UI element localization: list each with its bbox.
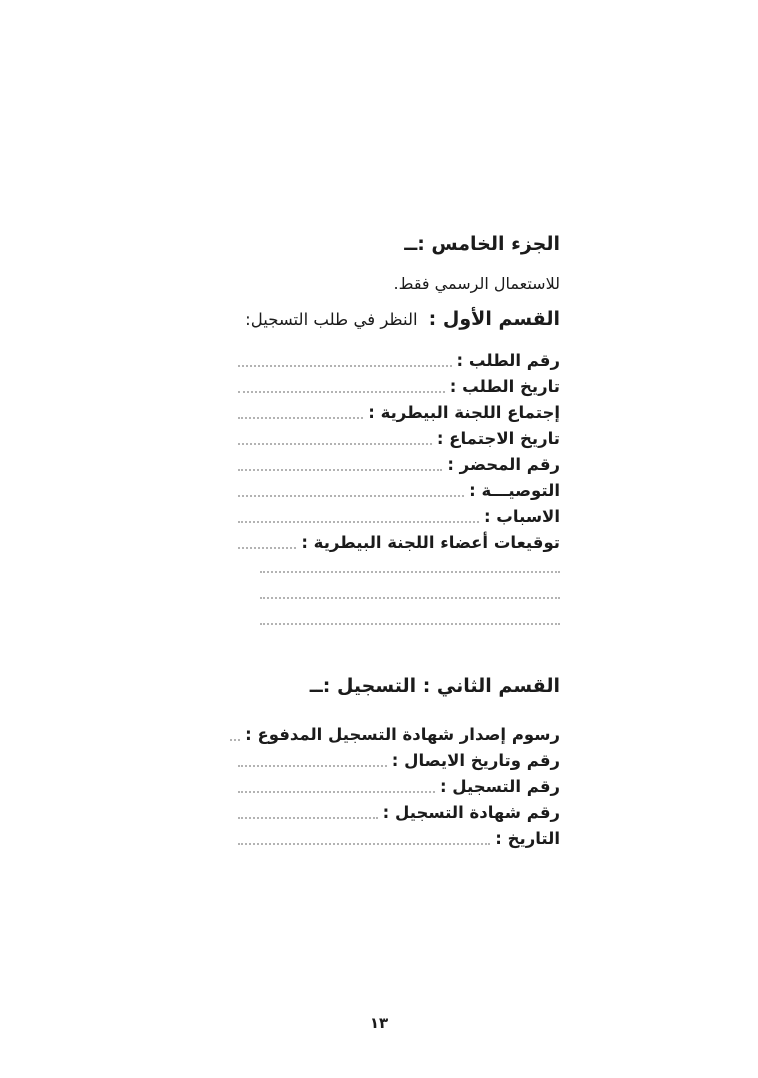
field-label: التاريخ : — [495, 829, 560, 848]
field-label: رقم الطلب : — [456, 351, 560, 370]
field-label: تاريخ الاجتماع : — [436, 429, 560, 448]
field-label: رقم وتاريخ الايصال : — [391, 751, 560, 770]
dotted-fill-line — [238, 817, 378, 819]
dotted-fill-line — [238, 417, 363, 419]
signature-blank-lines — [260, 547, 560, 625]
field-label: تاريخ الطلب : — [449, 377, 560, 396]
section2-fields — [238, 721, 560, 851]
field-label: رسوم إصدار شهادة التسجيل المدفوع : — [245, 725, 560, 744]
dotted-fill-line — [238, 765, 387, 767]
dotted-fill-line — [238, 843, 490, 845]
field-label: توقيعات أعضاء اللجنة البيطرية : — [301, 533, 560, 552]
form-content — [238, 233, 560, 851]
section1-fields — [238, 347, 560, 555]
section1-title-main: القسم الأول : — [428, 308, 560, 330]
field-row-committee-meeting — [238, 399, 560, 425]
blank-dotted-line — [260, 599, 560, 625]
field-row-meeting-date — [238, 425, 560, 451]
field-row-minutes-number — [238, 451, 560, 477]
field-row-application-number — [238, 347, 560, 373]
section1-title-detail: النظر في طلب التسجيل: — [245, 310, 418, 329]
field-row-application-date — [238, 373, 560, 399]
dotted-fill-line — [238, 547, 296, 549]
section1-title — [238, 308, 560, 331]
blank-dotted-line — [260, 573, 560, 599]
field-label: رقم المحضر : — [447, 455, 560, 474]
field-row-certificate-fees — [238, 721, 560, 747]
field-row-date — [238, 825, 560, 851]
field-label: التوصيـــة : — [469, 481, 560, 500]
field-label: الاسباب : — [483, 507, 560, 526]
section2-title: القسم الثاني : التسجيل :ــ — [309, 675, 560, 697]
dotted-fill-line — [238, 469, 442, 471]
field-row-recommendation — [238, 477, 560, 503]
part-heading: الجزء الخامس :ــ — [404, 233, 560, 255]
field-row-reasons — [238, 503, 560, 529]
field-label: رقم التسجيل : — [439, 777, 560, 796]
page-number: ١٣ — [369, 1014, 389, 1032]
field-label: إجتماع اللجنة البيطرية : — [368, 403, 560, 422]
dotted-fill-line — [238, 391, 445, 393]
field-row-registration-certificate-number — [238, 799, 560, 825]
dotted-fill-line — [238, 443, 432, 445]
field-row-receipt-number-date — [238, 747, 560, 773]
dotted-fill-line — [238, 365, 452, 367]
dotted-fill-line — [230, 739, 240, 741]
dotted-fill-line — [238, 521, 479, 523]
dotted-fill-line — [238, 791, 435, 793]
dotted-fill-line — [238, 495, 464, 497]
field-row-registration-number — [238, 773, 560, 799]
official-use-note: للاستعمال الرسمي فقط. — [393, 274, 560, 293]
field-label: رقم شهادة التسجيل : — [382, 803, 560, 822]
